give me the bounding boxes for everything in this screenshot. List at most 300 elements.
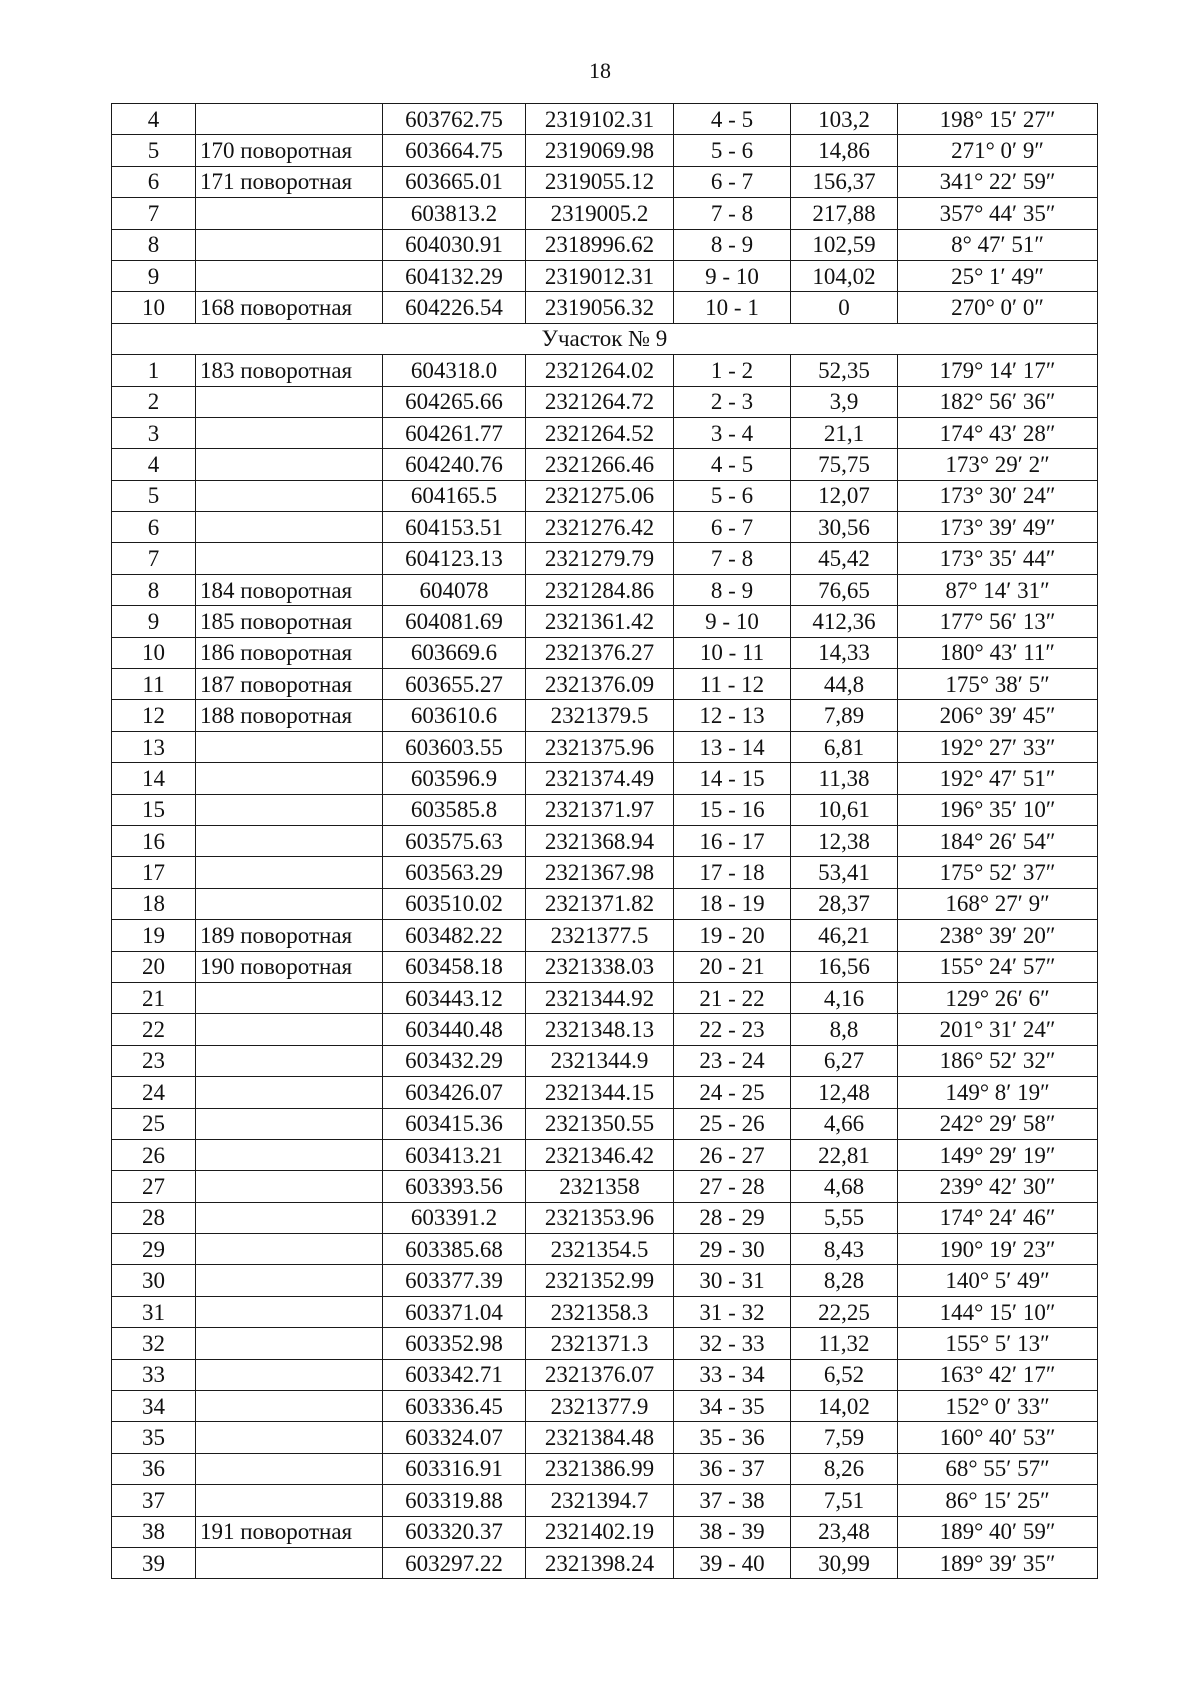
table-row (112, 1391, 1098, 1422)
length-cell: 4,66 (791, 1108, 898, 1139)
x-coordinate-cell: 603377.39 (383, 1265, 526, 1296)
point-number-cell: 7 (112, 543, 196, 574)
y-coordinate-cell: 2321376.09 (526, 669, 674, 700)
table-row (112, 731, 1098, 762)
point-number-cell: 31 (112, 1296, 196, 1327)
length-cell: 16,56 (791, 951, 898, 982)
point-description-cell (196, 1328, 383, 1359)
length-cell: 52,35 (791, 355, 898, 386)
point-description-cell: 187 поворотная (196, 669, 383, 700)
length-cell: 14,86 (791, 135, 898, 166)
segment-cell: 25 - 26 (674, 1108, 791, 1139)
table-row (112, 1328, 1098, 1359)
length-cell: 7,89 (791, 700, 898, 731)
point-number-cell: 25 (112, 1108, 196, 1139)
x-coordinate-cell: 603385.68 (383, 1234, 526, 1265)
segment-cell: 27 - 28 (674, 1171, 791, 1202)
segment-cell: 3 - 4 (674, 417, 791, 448)
point-description-cell: 185 поворотная (196, 606, 383, 637)
y-coordinate-cell: 2321358 (526, 1171, 674, 1202)
length-cell: 8,26 (791, 1453, 898, 1484)
length-cell: 12,07 (791, 480, 898, 511)
x-coordinate-cell: 603610.6 (383, 700, 526, 731)
y-coordinate-cell: 2321338.03 (526, 951, 674, 982)
segment-cell: 2 - 3 (674, 386, 791, 417)
segment-cell: 28 - 29 (674, 1202, 791, 1233)
x-coordinate-cell: 603563.29 (383, 857, 526, 888)
x-coordinate-cell: 603342.71 (383, 1359, 526, 1390)
bearing-cell: 179° 14′ 17″ (898, 355, 1098, 386)
point-number-cell: 19 (112, 920, 196, 951)
segment-cell: 8 - 9 (674, 229, 791, 260)
point-number-cell: 10 (112, 637, 196, 668)
bearing-cell: 174° 43′ 28″ (898, 417, 1098, 448)
bearing-cell: 196° 35′ 10″ (898, 794, 1098, 825)
x-coordinate-cell: 603319.88 (383, 1485, 526, 1516)
segment-cell: 17 - 18 (674, 857, 791, 888)
bearing-cell: 177° 56′ 13″ (898, 606, 1098, 637)
point-description-cell (196, 1391, 383, 1422)
point-description-cell (196, 825, 383, 856)
point-description-cell (196, 794, 383, 825)
x-coordinate-cell: 604165.5 (383, 480, 526, 511)
y-coordinate-cell: 2321361.42 (526, 606, 674, 637)
bearing-cell: 87° 14′ 31″ (898, 574, 1098, 605)
bearing-cell: 149° 29′ 19″ (898, 1139, 1098, 1170)
point-number-cell: 5 (112, 480, 196, 511)
x-coordinate-cell: 604132.29 (383, 260, 526, 291)
point-number-cell: 26 (112, 1139, 196, 1170)
point-description-cell: 184 поворотная (196, 574, 383, 605)
segment-cell: 18 - 19 (674, 888, 791, 919)
bearing-cell: 25° 1′ 49″ (898, 260, 1098, 291)
point-number-cell: 1 (112, 355, 196, 386)
point-description-cell (196, 1139, 383, 1170)
segment-cell: 31 - 32 (674, 1296, 791, 1327)
point-description-cell (196, 229, 383, 260)
segment-cell: 13 - 14 (674, 731, 791, 762)
x-coordinate-cell: 603391.2 (383, 1202, 526, 1233)
x-coordinate-cell: 603336.45 (383, 1391, 526, 1422)
point-description-cell (196, 731, 383, 762)
section-title: Участок № 9 (112, 323, 1098, 354)
point-description-cell: 188 поворотная (196, 700, 383, 731)
bearing-cell: 180° 43′ 11″ (898, 637, 1098, 668)
bearing-cell: 155° 5′ 13″ (898, 1328, 1098, 1359)
segment-cell: 24 - 25 (674, 1077, 791, 1108)
point-description-cell (196, 1296, 383, 1327)
point-description-cell (196, 104, 383, 135)
length-cell: 4,68 (791, 1171, 898, 1202)
point-description-cell (196, 386, 383, 417)
x-coordinate-cell: 603352.98 (383, 1328, 526, 1359)
point-number-cell: 16 (112, 825, 196, 856)
y-coordinate-cell: 2321371.3 (526, 1328, 674, 1359)
bearing-cell: 192° 27′ 33″ (898, 731, 1098, 762)
point-number-cell: 29 (112, 1234, 196, 1265)
point-number-cell: 36 (112, 1453, 196, 1484)
y-coordinate-cell: 2321279.79 (526, 543, 674, 574)
bearing-cell: 341° 22′ 59″ (898, 166, 1098, 197)
point-description-cell (196, 417, 383, 448)
table-row (112, 1045, 1098, 1076)
y-coordinate-cell: 2321350.55 (526, 1108, 674, 1139)
x-coordinate-cell: 603585.8 (383, 794, 526, 825)
segment-cell: 9 - 10 (674, 606, 791, 637)
y-coordinate-cell: 2321358.3 (526, 1296, 674, 1327)
point-number-cell: 6 (112, 166, 196, 197)
bearing-cell: 173° 29′ 2″ (898, 449, 1098, 480)
length-cell: 30,56 (791, 512, 898, 543)
length-cell: 12,48 (791, 1077, 898, 1108)
segment-cell: 21 - 22 (674, 982, 791, 1013)
bearing-cell: 129° 26′ 6″ (898, 982, 1098, 1013)
point-number-cell: 12 (112, 700, 196, 731)
point-description-cell (196, 1077, 383, 1108)
bearing-cell: 168° 27′ 9″ (898, 888, 1098, 919)
length-cell: 44,8 (791, 669, 898, 700)
table-row (112, 951, 1098, 982)
point-description-cell (196, 1171, 383, 1202)
segment-cell: 22 - 23 (674, 1014, 791, 1045)
x-coordinate-cell: 603440.48 (383, 1014, 526, 1045)
length-cell: 28,37 (791, 888, 898, 919)
segment-cell: 4 - 5 (674, 449, 791, 480)
y-coordinate-cell: 2319005.2 (526, 198, 674, 229)
bearing-cell: 192° 47′ 51″ (898, 763, 1098, 794)
x-coordinate-cell: 603482.22 (383, 920, 526, 951)
segment-cell: 33 - 34 (674, 1359, 791, 1390)
x-coordinate-cell: 603664.75 (383, 135, 526, 166)
point-number-cell: 8 (112, 574, 196, 605)
bearing-cell: 239° 42′ 30″ (898, 1171, 1098, 1202)
point-description-cell (196, 1265, 383, 1296)
x-coordinate-cell: 604081.69 (383, 606, 526, 637)
segment-cell: 8 - 9 (674, 574, 791, 605)
x-coordinate-cell: 604226.54 (383, 292, 526, 323)
length-cell: 8,28 (791, 1265, 898, 1296)
segment-cell: 35 - 36 (674, 1422, 791, 1453)
table-row (112, 606, 1098, 637)
length-cell: 10,61 (791, 794, 898, 825)
point-number-cell: 38 (112, 1516, 196, 1547)
length-cell: 8,8 (791, 1014, 898, 1045)
point-description-cell (196, 1045, 383, 1076)
y-coordinate-cell: 2319069.98 (526, 135, 674, 166)
point-number-cell: 17 (112, 857, 196, 888)
x-coordinate-cell: 603413.21 (383, 1139, 526, 1170)
bearing-cell: 186° 52′ 32″ (898, 1045, 1098, 1076)
table-row (112, 637, 1098, 668)
segment-cell: 10 - 11 (674, 637, 791, 668)
point-number-cell: 39 (112, 1547, 196, 1578)
point-description-cell (196, 198, 383, 229)
bearing-cell: 357° 44′ 35″ (898, 198, 1098, 229)
length-cell: 22,81 (791, 1139, 898, 1170)
point-number-cell: 9 (112, 260, 196, 291)
bearing-cell: 149° 8′ 19″ (898, 1077, 1098, 1108)
segment-cell: 34 - 35 (674, 1391, 791, 1422)
coordinates-table (111, 103, 1098, 1579)
point-number-cell: 5 (112, 135, 196, 166)
segment-cell: 9 - 10 (674, 260, 791, 291)
point-description-cell (196, 543, 383, 574)
point-description-cell (196, 480, 383, 511)
bearing-cell: 140° 5′ 49″ (898, 1265, 1098, 1296)
x-coordinate-cell: 604078 (383, 574, 526, 605)
segment-cell: 23 - 24 (674, 1045, 791, 1076)
y-coordinate-cell: 2321348.13 (526, 1014, 674, 1045)
y-coordinate-cell: 2321264.02 (526, 355, 674, 386)
table-row (112, 260, 1098, 291)
length-cell: 76,65 (791, 574, 898, 605)
point-number-cell: 3 (112, 417, 196, 448)
y-coordinate-cell: 2321284.86 (526, 574, 674, 605)
x-coordinate-cell: 603665.01 (383, 166, 526, 197)
point-description-cell: 170 поворотная (196, 135, 383, 166)
length-cell: 6,81 (791, 731, 898, 762)
bearing-cell: 206° 39′ 45″ (898, 700, 1098, 731)
bearing-cell: 190° 19′ 23″ (898, 1234, 1098, 1265)
point-description-cell: 186 поворотная (196, 637, 383, 668)
x-coordinate-cell: 603316.91 (383, 1453, 526, 1484)
bearing-cell: 86° 15′ 25″ (898, 1485, 1098, 1516)
point-description-cell: 168 поворотная (196, 292, 383, 323)
x-coordinate-cell: 603371.04 (383, 1296, 526, 1327)
y-coordinate-cell: 2321402.19 (526, 1516, 674, 1547)
page-number: 18 (589, 58, 611, 83)
point-description-cell (196, 982, 383, 1013)
bearing-cell: 198° 15′ 27″ (898, 104, 1098, 135)
bearing-cell: 175° 38′ 5″ (898, 669, 1098, 700)
point-description-cell: 189 поворотная (196, 920, 383, 951)
point-number-cell: 22 (112, 1014, 196, 1045)
point-description-cell: 183 поворотная (196, 355, 383, 386)
table-row (112, 825, 1098, 856)
bearing-cell: 173° 35′ 44″ (898, 543, 1098, 574)
point-description-cell (196, 1202, 383, 1233)
length-cell: 7,59 (791, 1422, 898, 1453)
bearing-cell: 175° 52′ 37″ (898, 857, 1098, 888)
bearing-cell: 152° 0′ 33″ (898, 1391, 1098, 1422)
point-number-cell: 30 (112, 1265, 196, 1296)
table-body (112, 104, 1098, 1579)
point-number-cell: 28 (112, 1202, 196, 1233)
point-description-cell: 191 поворотная (196, 1516, 383, 1547)
length-cell: 30,99 (791, 1547, 898, 1578)
segment-cell: 38 - 39 (674, 1516, 791, 1547)
bearing-cell: 155° 24′ 57″ (898, 951, 1098, 982)
table-row (112, 512, 1098, 543)
segment-cell: 12 - 13 (674, 700, 791, 731)
table-row (112, 135, 1098, 166)
point-number-cell: 7 (112, 198, 196, 229)
point-number-cell: 27 (112, 1171, 196, 1202)
point-number-cell: 10 (112, 292, 196, 323)
segment-cell: 5 - 6 (674, 480, 791, 511)
segment-cell: 6 - 7 (674, 166, 791, 197)
y-coordinate-cell: 2321344.9 (526, 1045, 674, 1076)
table-row (112, 574, 1098, 605)
point-description-cell (196, 1547, 383, 1578)
y-coordinate-cell: 2321346.42 (526, 1139, 674, 1170)
segment-cell: 11 - 12 (674, 669, 791, 700)
y-coordinate-cell: 2321376.27 (526, 637, 674, 668)
length-cell: 21,1 (791, 417, 898, 448)
bearing-cell: 238° 39′ 20″ (898, 920, 1098, 951)
point-number-cell: 8 (112, 229, 196, 260)
length-cell: 412,36 (791, 606, 898, 637)
y-coordinate-cell: 2321376.07 (526, 1359, 674, 1390)
length-cell: 45,42 (791, 543, 898, 574)
bearing-cell: 174° 24′ 46″ (898, 1202, 1098, 1233)
bearing-cell: 184° 26′ 54″ (898, 825, 1098, 856)
segment-cell: 26 - 27 (674, 1139, 791, 1170)
x-coordinate-cell: 604240.76 (383, 449, 526, 480)
segment-cell: 37 - 38 (674, 1485, 791, 1516)
table-row (112, 700, 1098, 731)
bearing-cell: 182° 56′ 36″ (898, 386, 1098, 417)
y-coordinate-cell: 2321371.82 (526, 888, 674, 919)
point-description-cell (196, 260, 383, 291)
length-cell: 8,43 (791, 1234, 898, 1265)
point-description-cell (196, 857, 383, 888)
bearing-cell: 270° 0′ 0″ (898, 292, 1098, 323)
point-description-cell (196, 449, 383, 480)
table-row (112, 1265, 1098, 1296)
y-coordinate-cell: 2318996.62 (526, 229, 674, 260)
table-row (112, 1139, 1098, 1170)
point-description-cell (196, 1234, 383, 1265)
section-header-row (112, 323, 1098, 354)
table-row (112, 1108, 1098, 1139)
table-row (112, 794, 1098, 825)
x-coordinate-cell: 603603.55 (383, 731, 526, 762)
x-coordinate-cell: 603426.07 (383, 1077, 526, 1108)
segment-cell: 6 - 7 (674, 512, 791, 543)
point-description-cell (196, 1453, 383, 1484)
point-number-cell: 20 (112, 951, 196, 982)
length-cell: 104,02 (791, 260, 898, 291)
x-coordinate-cell: 603669.6 (383, 637, 526, 668)
point-number-cell: 13 (112, 731, 196, 762)
x-coordinate-cell: 604318.0 (383, 355, 526, 386)
table-row (112, 888, 1098, 919)
segment-cell: 5 - 6 (674, 135, 791, 166)
length-cell: 4,16 (791, 982, 898, 1013)
table-row (112, 920, 1098, 951)
bearing-cell: 8° 47′ 51″ (898, 229, 1098, 260)
bearing-cell: 173° 30′ 24″ (898, 480, 1098, 511)
segment-cell: 7 - 8 (674, 198, 791, 229)
point-description-cell (196, 1014, 383, 1045)
point-number-cell: 11 (112, 669, 196, 700)
point-description-cell (196, 512, 383, 543)
segment-cell: 7 - 8 (674, 543, 791, 574)
point-number-cell: 2 (112, 386, 196, 417)
y-coordinate-cell: 2319102.31 (526, 104, 674, 135)
length-cell: 23,48 (791, 1516, 898, 1547)
table-row (112, 229, 1098, 260)
length-cell: 75,75 (791, 449, 898, 480)
length-cell: 12,38 (791, 825, 898, 856)
table-row (112, 449, 1098, 480)
x-coordinate-cell: 603443.12 (383, 982, 526, 1013)
point-number-cell: 33 (112, 1359, 196, 1390)
bearing-cell: 242° 29′ 58″ (898, 1108, 1098, 1139)
x-coordinate-cell: 603596.9 (383, 763, 526, 794)
y-coordinate-cell: 2321266.46 (526, 449, 674, 480)
segment-cell: 4 - 5 (674, 104, 791, 135)
y-coordinate-cell: 2321371.97 (526, 794, 674, 825)
segment-cell: 36 - 37 (674, 1453, 791, 1484)
x-coordinate-cell: 604153.51 (383, 512, 526, 543)
table-row (112, 669, 1098, 700)
table-row (112, 1202, 1098, 1233)
table-row (112, 763, 1098, 794)
point-number-cell: 32 (112, 1328, 196, 1359)
table-row (112, 355, 1098, 386)
bearing-cell: 173° 39′ 49″ (898, 512, 1098, 543)
length-cell: 0 (791, 292, 898, 323)
table-row (112, 480, 1098, 511)
x-coordinate-cell: 603320.37 (383, 1516, 526, 1547)
point-description-cell (196, 1359, 383, 1390)
segment-cell: 16 - 17 (674, 825, 791, 856)
x-coordinate-cell: 604265.66 (383, 386, 526, 417)
x-coordinate-cell: 603813.2 (383, 198, 526, 229)
x-coordinate-cell: 604123.13 (383, 543, 526, 574)
y-coordinate-cell: 2321344.92 (526, 982, 674, 1013)
point-number-cell: 4 (112, 449, 196, 480)
table-row (112, 543, 1098, 574)
y-coordinate-cell: 2321394.7 (526, 1485, 674, 1516)
y-coordinate-cell: 2321276.42 (526, 512, 674, 543)
y-coordinate-cell: 2319012.31 (526, 260, 674, 291)
length-cell: 6,52 (791, 1359, 898, 1390)
point-description-cell (196, 1422, 383, 1453)
y-coordinate-cell: 2321264.72 (526, 386, 674, 417)
table-row (112, 1359, 1098, 1390)
bearing-cell: 189° 39′ 35″ (898, 1547, 1098, 1578)
point-description-cell (196, 888, 383, 919)
point-number-cell: 35 (112, 1422, 196, 1453)
table-row (112, 1547, 1098, 1578)
point-number-cell: 21 (112, 982, 196, 1013)
point-number-cell: 9 (112, 606, 196, 637)
x-coordinate-cell: 603510.02 (383, 888, 526, 919)
length-cell: 53,41 (791, 857, 898, 888)
table-row (112, 417, 1098, 448)
x-coordinate-cell: 603432.29 (383, 1045, 526, 1076)
table-row (112, 1171, 1098, 1202)
y-coordinate-cell: 2319055.12 (526, 166, 674, 197)
y-coordinate-cell: 2321353.96 (526, 1202, 674, 1233)
table-row (112, 1296, 1098, 1327)
y-coordinate-cell: 2319056.32 (526, 292, 674, 323)
length-cell: 217,88 (791, 198, 898, 229)
length-cell: 3,9 (791, 386, 898, 417)
segment-cell: 14 - 15 (674, 763, 791, 794)
segment-cell: 15 - 16 (674, 794, 791, 825)
segment-cell: 39 - 40 (674, 1547, 791, 1578)
segment-cell: 19 - 20 (674, 920, 791, 951)
point-number-cell: 24 (112, 1077, 196, 1108)
table-row (112, 1422, 1098, 1453)
length-cell: 103,2 (791, 104, 898, 135)
x-coordinate-cell: 603415.36 (383, 1108, 526, 1139)
x-coordinate-cell: 604261.77 (383, 417, 526, 448)
